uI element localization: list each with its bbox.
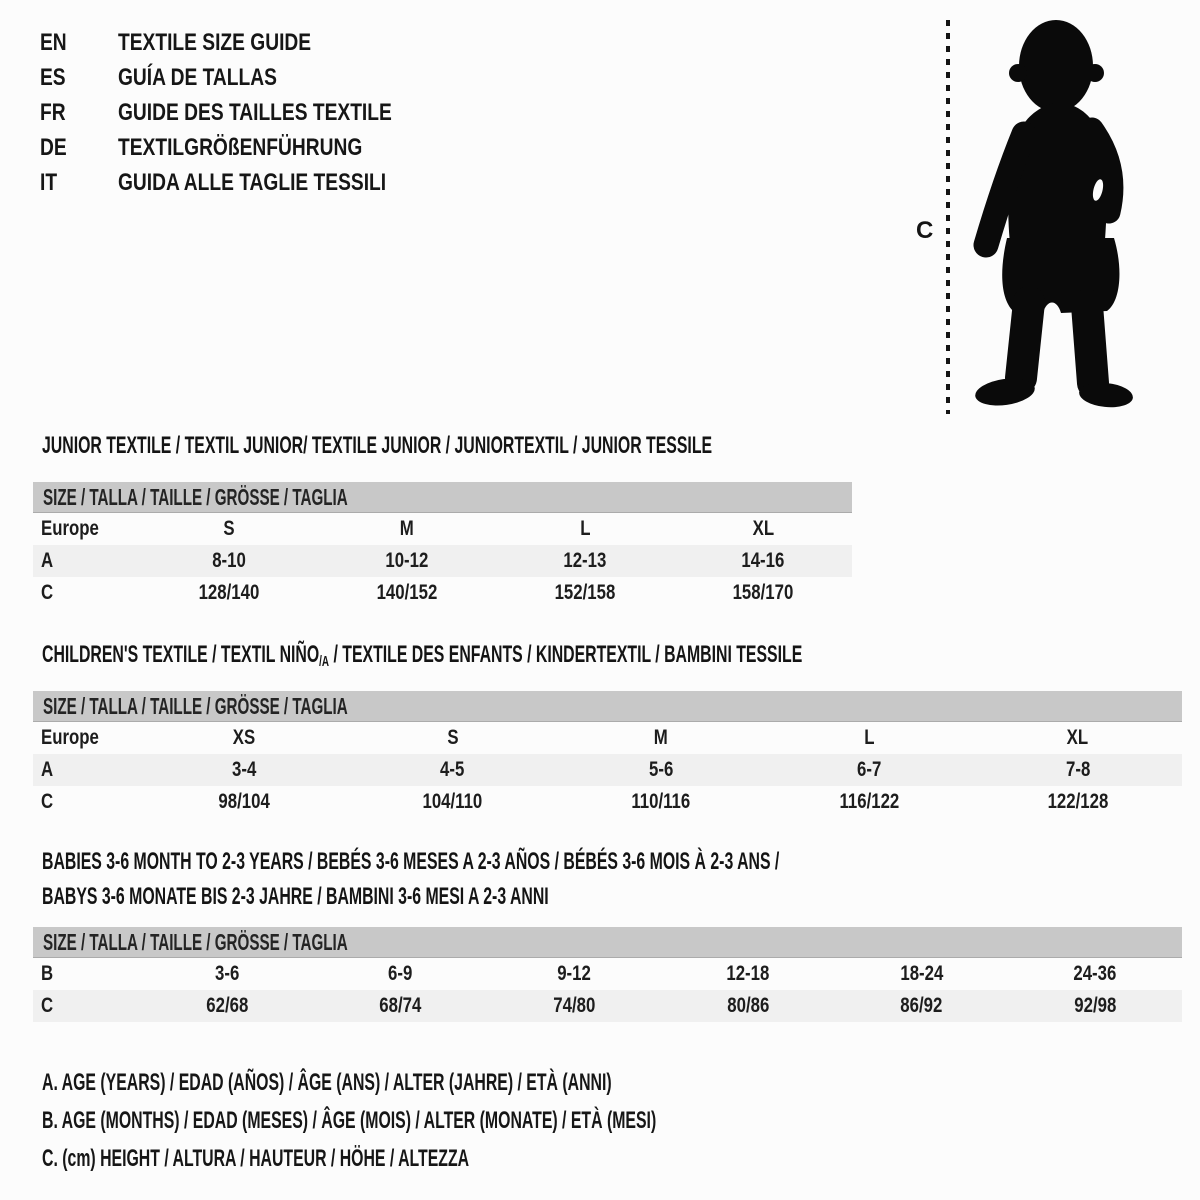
table-cell: 6-7: [857, 758, 882, 781]
row-label: Europe: [41, 726, 99, 749]
language-title: GUIDA ALLE TAGLIE TESSILI: [118, 169, 387, 196]
language-title: TEXTILE SIZE GUIDE: [118, 29, 312, 56]
table-cell: 128/140: [198, 581, 260, 604]
table-cell: 24-36: [1073, 962, 1117, 985]
table-row: [33, 722, 1182, 754]
language-row: [40, 100, 460, 125]
language-code: DE: [40, 134, 67, 161]
table-cell: 74/80: [553, 994, 596, 1017]
babies-heading-text-1: BABIES 3-6 MONTH TO 2-3 YEARS / BEBÉS 3-6 MESES A 2-3 AÑOS / BÉBÉS 3-6 MOIS À 2-3 ANS /: [42, 848, 780, 875]
table-cell: 12-13: [563, 549, 607, 572]
row-label: A: [41, 758, 54, 781]
table-cell: L: [864, 726, 875, 749]
table-cell: XL: [752, 517, 774, 540]
size-table-header-bar: [33, 482, 852, 513]
children-section-heading: [42, 642, 1194, 674]
table-cell: M: [653, 726, 668, 749]
junior-size-table: [33, 482, 852, 609]
language-list: [40, 30, 460, 195]
legend-text-b: B. AGE (MONTHS) / EDAD (MESES) / ÂGE (MOIS) / ALTER (MONATE) / ETÀ (MESI): [42, 1107, 657, 1134]
table-cell: 80/86: [726, 994, 769, 1017]
legend-line-a: [42, 1070, 973, 1095]
table-cell: 98/104: [218, 790, 270, 813]
babies-size-table: [33, 927, 1182, 1022]
language-row: [40, 30, 460, 55]
table-row: [33, 754, 1182, 786]
size-table-header-bar: [33, 927, 1182, 958]
table-row: [33, 545, 852, 577]
table-cell: 8-10: [212, 549, 246, 572]
language-title: TEXTILGRÖßENFÜHRUNG: [118, 134, 363, 161]
babies-section-heading-line1: [42, 849, 1159, 874]
table-cell: 158/170: [732, 581, 794, 604]
table-cell: 12-18: [726, 962, 770, 985]
table-cell: 116/122: [839, 790, 900, 813]
children-heading-subscript: /A: [319, 653, 330, 670]
table-cell: M: [400, 517, 414, 540]
table-cell: 18-24: [899, 962, 943, 985]
toddler-silhouette-image: [963, 16, 1137, 416]
table-cell: 140/152: [376, 581, 438, 604]
legend-text-a: A. AGE (YEARS) / EDAD (AÑOS) / ÂGE (ANS) / ALTER (JAHRE) / ETÀ (ANNI): [42, 1069, 612, 1096]
children-heading-text: CHILDREN'S TEXTILE / TEXTIL NIÑO/A / TEXTILE DES ENFANTS / KINDERTEXTIL / BAMBINI TESSILE: [42, 641, 803, 670]
language-title: GUÍA DE TALLAS: [118, 64, 277, 91]
table-cell: 86/92: [900, 994, 943, 1017]
language-code: ES: [40, 64, 66, 91]
table-cell: 110/116: [631, 790, 691, 813]
table-cell: 3-4: [232, 758, 257, 781]
height-measure-dashed-line: [946, 20, 950, 414]
table-row: [33, 958, 1182, 990]
table-cell: S: [223, 517, 235, 540]
row-label: C: [41, 994, 54, 1017]
table-cell: 68/74: [379, 994, 422, 1017]
table-cell: 9-12: [557, 962, 591, 985]
babies-heading-text-2: BABYS 3-6 MONATE BIS 2-3 JAHRE / BAMBINI 3-6 MESI A 2-3 ANNI: [42, 883, 549, 910]
language-row: [40, 135, 460, 160]
height-measure-label: C: [916, 217, 934, 244]
table-cell: 4-5: [440, 758, 465, 781]
table-cell: 152/158: [554, 581, 616, 604]
row-label: C: [41, 790, 54, 813]
table-cell: 7-8: [1065, 758, 1090, 781]
table-cell: 10-12: [385, 549, 429, 572]
table-cell: S: [446, 726, 459, 749]
table-cell: XL: [1067, 726, 1089, 749]
table-cell: 3-6: [214, 962, 239, 985]
table-cell: 14-16: [741, 549, 785, 572]
table-cell: 122/128: [1047, 790, 1109, 813]
table-row: [33, 990, 1182, 1022]
table-row: [33, 786, 1182, 818]
table-cell: 62/68: [205, 994, 248, 1017]
language-row: [40, 170, 460, 195]
table-cell: 6-9: [388, 962, 413, 985]
junior-heading-text: JUNIOR TEXTILE / TEXTIL JUNIOR/ TEXTILE JUNIOR / JUNIORTEXTIL / JUNIOR TESSILE: [42, 432, 713, 459]
language-code: IT: [40, 169, 58, 196]
table-cell: 5-6: [648, 758, 674, 781]
language-code: EN: [40, 29, 67, 56]
row-label: B: [41, 962, 54, 985]
row-label: A: [41, 549, 54, 572]
table-cell: 104/110: [422, 790, 483, 813]
children-size-table: [33, 691, 1182, 818]
table-row: [33, 513, 852, 545]
table-cell: XS: [232, 726, 256, 749]
size-table-header-text: SIZE / TALLA / TAILLE / GRÖSSE / TAGLIA: [43, 483, 348, 510]
table-cell: 92/98: [1074, 994, 1117, 1017]
row-label: Europe: [41, 517, 99, 540]
language-title: GUIDE DES TAILLES TEXTILE: [118, 99, 392, 126]
language-row: [40, 65, 460, 90]
legend-line-b: [42, 1108, 973, 1133]
size-table-header-bar: [33, 691, 1182, 722]
size-table-header-text: SIZE / TALLA / TAILLE / GRÖSSE / TAGLIA: [43, 692, 348, 719]
language-code: FR: [40, 99, 66, 126]
legend-text-c: C. (cm) HEIGHT / ALTURA / HAUTEUR / HÖHE / ALTEZZA: [42, 1145, 470, 1172]
size-table-header-text: SIZE / TALLA / TAILLE / GRÖSSE / TAGLIA: [43, 928, 348, 955]
table-row: [33, 577, 852, 609]
babies-section-heading-line2: [42, 884, 810, 909]
legend: [42, 1070, 973, 1171]
legend-line-c: [42, 1146, 973, 1171]
row-label: C: [41, 581, 54, 604]
table-cell: L: [579, 517, 591, 540]
junior-section-heading: [42, 433, 1057, 458]
